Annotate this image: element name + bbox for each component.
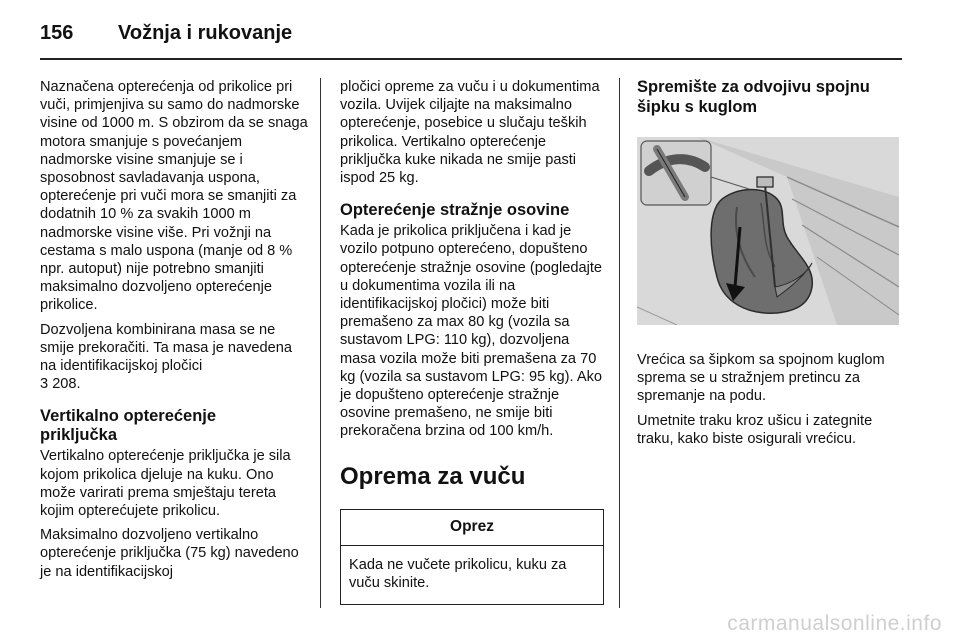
caution-title: Oprez [341,510,603,546]
storage-bag-illustration [637,137,899,325]
column-3 [637,78,901,454]
paragraph-combined-mass [40,321,308,394]
storage-bag-drawing [637,137,899,325]
heading-vertical-load-line2: priključka [40,426,118,445]
heading-vertical-load [40,407,308,445]
column-divider-1 [320,78,321,608]
column-2 [340,78,606,605]
page-reference-link[interactable] [40,376,81,392]
column-divider-2 [619,78,620,608]
paragraph-bag-location: Vrećica sa šipkom sa spojnom kuglom sprema se u stražnjem pretincu za spremanje na podu. [637,352,885,405]
heading-ball-bar-storage [637,78,901,117]
paragraph-rear-axle-load: Kada je prikolica priključena i kad je vozilo potpuno opterećeno, dopušteno opterećenje stražnje osovine (pogledajte u dokumentima vozila ili na identifikacijskoj pločici) može biti premašeno za max 80 kg (vozila sa sustavom LPG: 110 kg), dozvoljena masa vozila može biti premašena za 70 kg (vozila sa sustavom LPG: 95 kg). Ako je dopušteno opterećenje stražnje osovine premašeno, ne smije biti prekoračena brzina od 100 km/h. [340,223,603,440]
heading-vertical-load-line1: Vertikalno opterećenje [40,407,217,426]
section-title-towing-equipment: Oprema za vuču [340,462,526,490]
reference-page: 208. [52,376,81,393]
caution-box [340,509,604,606]
paragraph-towing-plate: pločici opreme za vuču i u dokumentima vozila. Uvijek ciljajte na maksimalno opterećenje, posebice u slučaju teških prikolica. Vertikalno opterećenje priključka kuke nikada ne smije pasti ispod 25 kg. [340,79,600,187]
header-rule [40,58,902,60]
heading-rear-axle-load: Opterećenje stražnje osovine [340,201,570,220]
paragraph-vertical-load: Vertikalno opterećenje priključka je sila kojom prikolica djeluje na kuku. Ono može varirati prema smještaju tereta kojim opterećujete prikolicu. [40,448,291,520]
reference-arrow-icon: 3 [40,376,49,393]
watermark: carmanualsonline.info [727,612,942,635]
page-title: Vožnja i rukovanje [118,22,293,44]
paragraph-secure-strap: Umetnite traku kroz ušicu i zategnite traku, kako biste osigurali vrećicu. [637,412,873,447]
paragraph-max-vertical-load: Maksimalno dozvoljeno vertikalno opterećenje priključka (75 kg) navedeno je na identifikacijskoj [40,527,299,580]
caution-text: Kada ne vučete prikolicu, kuku za vuču skinite. [349,556,567,592]
heading-ball-bar-storage-line1: Spremište za odvojivu spojnu [637,78,870,96]
heading-ball-bar-storage-line2: šipku s kuglom [637,97,758,116]
column-1 [40,78,308,587]
page-number: 156 [40,22,74,44]
paragraph-altitude: Naznačena opterećenja od prikolice pri vuči, primjenjiva su samo do nadmorske visine od 1000 m. S obzirom da se snaga motora smanjuje s povećanjem nadmorske visine smanjuje se i sposobnost savladavanja uspona, opterećenje pri vuči mora se smanjiti za dodatnih 10 % za svakih 1000 m nadmorske visine više. Pri vožnji na cestama s malo uspona (manje od 8 % npr. autoput) nije potrebno smanjiti maksimalno dozvoljeno opterećenje prikolice. [40,79,308,314]
paragraph-combined-mass-text: Dozvoljena kombinirana masa se ne smije prekoračiti. Ta masa je navedena na identifikacijskoj pločici [40,321,293,375]
